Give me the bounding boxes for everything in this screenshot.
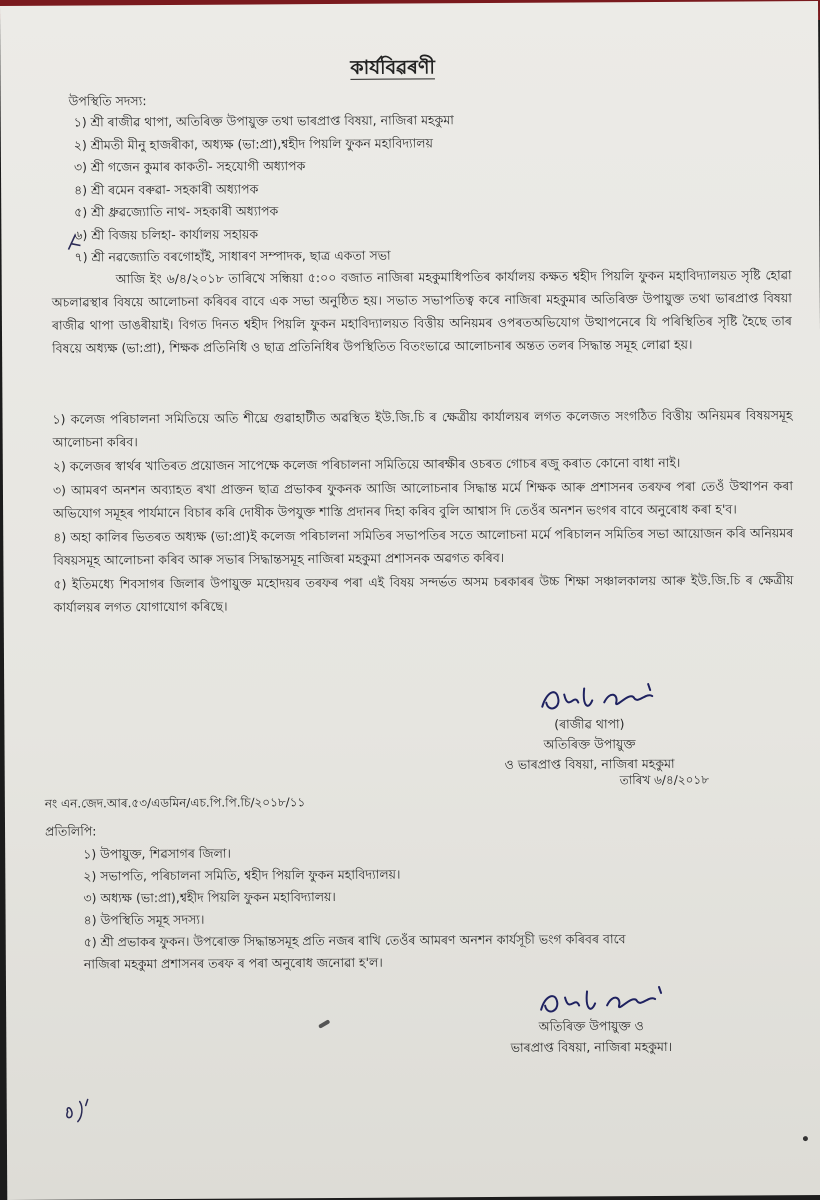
signer-designation: অতিৰিক্ত উপায়ুক্ত [543,736,636,752]
member-item: ২) শ্ৰীমতী মীনু হাজৰীকা, অধ্যক্ষ (ভা:প্ৰা),শ্বহীদ পিয়লি ফুকন মহাবিদ্যালয় [73,134,433,153]
member-item: ৩) শ্ৰী গজেন কুমাৰ কাকতী- সহযোগী অধ্যাপক [73,158,306,175]
member-item: ৭) শ্ৰী নৱজ্যোতি বৰগোহাঁই, সাধাৰণ সম্পাদক, ছাত্ৰ একতা সভা [74,247,391,265]
decision-item: ৪) অহা কালিৰ ভিতৰত অধ্যক্ষ (ভা:প্ৰা)ই কলেজ পৰিচালনা সমিতিৰ সভাপতিৰ সতে আলোচনা মৰ্মে পৰিচালন সমিতিৰ সভা আয়োজন কৰি অনিয়মৰ বিষয়সমূহ আলোচনা কৰিব আৰু সভাৰ সিদ্ধান্তসমূহ নাজিৰা মহকুমা প্ৰশাসনক অৱগত কৰিব। [53,525,794,568]
copy-to-item: ২) সভাপতি, পৰিচালনা সমিতি, শ্বহীদ পিয়লি ফুকন মহাবিদ্যালয়। [83,866,401,884]
member-item: ৫) শ্ৰী ধ্ৰুৱজ্যোতি নাথ- সহকাৰী অধ্যাপক [74,203,279,220]
handwritten-page-mark-icon [62,1093,102,1123]
copy-to-heading: প্ৰতিলিপি: [44,823,97,839]
members-list [74,109,455,269]
signer2-block [476,1015,706,1058]
intro-paragraph: আজি ইং ৬/৪/২০১৮ তাৰিখে সন্ধিয়া ৫:০০ বজাত নাজিৰা মহকুমাধিপতিৰ কাৰ্যালয় কক্ষত শ্বহীদ পিয়লি ফুকন মহাবিদ্যালয়ত সৃষ্টি হোৱা অচলাৱস্থাৰ বিষয়ে আলোচনা কৰিবৰ বাবে এক সভা অনুষ্ঠিত হয়। সভাত সভাপতিত্ব কৰে নাজিৰা মহকুমাৰ অতিৰিক্ত উপায়ুক্ত তথা ভাৰপ্ৰাপ্ত বিষয়া ৰাজীৱ থাপা ডাঙৰীয়াই। বিগত দিনত শ্বহীদ পিয়লি ফুকন মহাবিদ্যালয়ত বিত্তীয় অনিয়মৰ ওপৰতঅভিযোগ উত্থাপনেৰে যি পৰিস্থিতিৰ সৃষ্টি হৈছে তাৰ বিষয়ে অধ্যক্ষ (ভা:প্ৰা), শিক্ষক প্ৰতিনিধি ও ছাত্ৰ প্ৰতিনিধিৰ উপস্থিতিত বিতংভাৱে আলোচনাৰ অন্তত তলৰ সিদ্ধান্ত সমূহ লোৱা হয়। [51,267,792,356]
reference-number: নং এন.জেদ.আৰ.৫৩/এডমিন/এচ.পি.পি.চি/২০১৮/১১ [44,795,306,811]
copy-to-list [83,839,784,975]
copy-to-item: ১) উপায়ুক্ত, শিৱসাগৰ জিলা। [83,845,232,862]
handwritten-mark-icon [65,231,85,253]
copy-to-item: ৩) অধ্যক্ষ (ভা:প্ৰা),শ্বহীদ পিয়লি ফুকন মহাবিদ্যালয়। [83,888,336,906]
signer2-designation: অতিৰিক্ত উপায়ুক্ত ও [538,1018,644,1034]
ink-mark [803,1136,808,1141]
ink-mark [318,1019,330,1029]
copy-to-item: ৪) উপস্থিতি সমূহ সদস্য। [83,911,205,928]
decision-item: ২) কলেজৰ স্বাৰ্থৰ খাতিৰত প্ৰয়োজন সাপেক্ষে কলেজ পৰিচালনা সমিতিয়ে আৰক্ষীৰ ওচৰত গোচৰ ৰজু কৰাত কোনো বাধা নাই। [52,454,681,474]
member-item: ১) শ্ৰী ৰাজীৱ থাপা, অতিৰিক্ত উপায়ুক্ত তথা ভাৰপ্ৰাপ্ত বিষয়া, নাজিৰা মহকুমা [73,112,454,130]
signer-block [474,714,704,775]
decisions-list [52,403,793,620]
document-page [0,1,820,1200]
signer2-office: ভাৰপ্ৰাপ্ত বিষয়া, নাজিৰা মহকুমা। [510,1038,673,1055]
member-item: ৪) শ্ৰী ৰমেন বৰুৱা- সহকাৰী অধ্যাপক [74,180,259,198]
copy-to-item: ৫) শ্ৰী প্ৰভাকৰ ফুকন। উপৰোক্ত সিদ্ধান্তসমূহ প্ৰতি নজৰ ৰাখি তেওঁৰ আমৰণ অনশন কাৰ্যসূচী ভংগ কৰিবৰ বাবে [83,931,626,950]
document-date: তাৰিখ ৬/৪/২০১৮ [619,772,710,788]
signer-name: (ৰাজীৱ থাপা) [554,716,625,732]
document-title: কাৰ্যবিৱৰণী [350,56,435,79]
member-item: ৬) শ্ৰী বিজয় চলিহা- কাৰ্যালয় সহায়ক [74,225,259,243]
copy-to-item: নাজিৰা মহকুমা প্ৰশাসনৰ তৰফ ৰ পৰা অনুৰোধ জনোৱা হ'ল। [83,954,383,972]
decision-item: ৩) আমৰণ অনশন অব্যাহত ৰখা প্ৰাক্তন ছাত্ৰ প্ৰভাকৰ ফুকনক আজি আলোচনাৰ সিদ্ধান্ত মৰ্মে শিক্ষক আৰু প্ৰশাসনৰ তৰফৰ পৰা তেওঁ উত্থাপন কৰা অভিযোগ সমূহৰ পাৰ্যমানে বিচাৰ কৰি দোষীক উপযুক্ত শাস্তি প্ৰদানৰ দিহা কৰিব বুলি আশ্বাস দি তেওঁৰ অনশন ভংগৰ বাবে অনুৰোধ কৰা হ'ব। [52,478,793,521]
signer-office: ও ভাৰপ্ৰাপ্ত বিষয়া, নাজিৰা মহকুমা [504,755,675,772]
present-members-heading: উপস্থিতি সদস্য: [68,93,147,109]
decision-item: ১) কলেজ পৰিচালনা সমিতিয়ে অতি শীঘ্ৰে গুৱাহাটীত অৱস্থিত ইউ.জি.চি ৰ ক্ষেত্ৰীয় কাৰ্যালয়ৰ লগত কলেজত সংগঠিত বিত্তীয় অনিয়মৰ বিষয়সমূহ আলোচনা কৰিব। [52,407,793,450]
decision-item: ৫) ইতিমধ্যে শিবসাগৰ জিলাৰ উপায়ুক্ত মহোদয়ৰ তৰফৰ পৰা এই বিষয় সন্দৰ্ভত অসম চৰকাৰৰ উচ্চ শিক্ষা সঞ্চালকালয় আৰু ইউ.জি.চি ৰ ক্ষেত্ৰীয় কাৰ্যালয়ৰ লগত যোগাযোগ কৰিছে। [53,572,794,615]
